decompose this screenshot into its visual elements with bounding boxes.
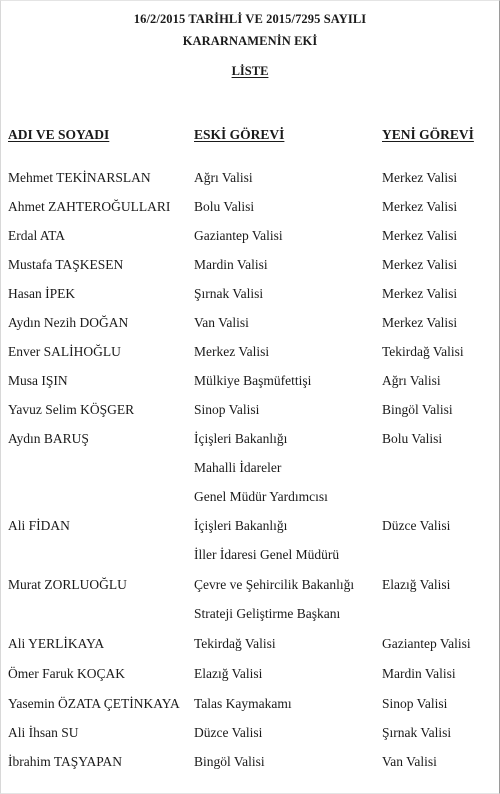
table-row: [0, 664, 500, 684]
old-position: Düzce Valisi: [194, 725, 263, 740]
new-position: Merkez Valisi: [382, 257, 458, 272]
old-position: Strateji Geliştirme Başkanı: [194, 606, 341, 621]
person-name: Yasemin ÖZATA ÇETİNKAYA: [8, 696, 180, 711]
table-row: [0, 197, 500, 217]
person-name: Ömer Faruk KOÇAK: [8, 666, 125, 681]
new-position: Sinop Valisi: [382, 696, 448, 711]
old-position: Tekirdağ Valisi: [194, 636, 276, 651]
table-row: [0, 752, 500, 772]
person-name: İbrahim TAŞYAPAN: [8, 754, 123, 769]
person-name: Mehmet TEKİNARSLAN: [8, 170, 151, 185]
table-row: [0, 313, 500, 333]
table-row: [0, 516, 500, 536]
old-position: İller İdaresi Genel Müdürü: [194, 547, 340, 562]
subtitle-text: LİSTE: [231, 64, 269, 78]
old-position: Van Valisi: [194, 315, 249, 330]
table-row: [0, 342, 500, 362]
old-position: Talas Kaymakamı: [194, 696, 292, 711]
table-row: [0, 575, 500, 595]
new-position: Merkez Valisi: [382, 286, 458, 301]
table-row: [0, 458, 500, 478]
old-position: Bingöl Valisi: [194, 754, 265, 769]
person-name: Aydın Nezih DOĞAN: [8, 315, 129, 330]
old-position: Mardin Valisi: [194, 257, 268, 272]
table-row: [0, 487, 500, 507]
new-position: Merkez Valisi: [382, 199, 458, 214]
table-row: [0, 634, 500, 654]
table-row: [0, 604, 500, 624]
person-name: Erdal ATA: [8, 228, 66, 243]
old-position: Gaziantep Valisi: [194, 228, 283, 243]
person-name: Hasan İPEK: [8, 286, 76, 301]
new-position: Bolu Valisi: [382, 431, 443, 446]
new-position: Elazığ Valisi: [382, 577, 451, 592]
new-position: Şırnak Valisi: [382, 725, 452, 740]
new-position: Ağrı Valisi: [382, 373, 441, 388]
document-title-line2: KARARNAMENİN EKİ: [182, 34, 318, 48]
new-position: Bingöl Valisi: [382, 402, 453, 417]
table-row: [0, 694, 500, 714]
new-position: Gaziantep Valisi: [382, 636, 471, 651]
old-position: Merkez Valisi: [194, 344, 270, 359]
table-row: [0, 723, 500, 743]
old-position: Bolu Valisi: [194, 199, 255, 214]
table-row: [0, 255, 500, 275]
person-name: Mustafa TAŞKESEN: [8, 257, 124, 272]
person-name: Murat ZORLUOĞLU: [8, 577, 127, 592]
table-row: [0, 226, 500, 246]
new-position: Tekirdağ Valisi: [382, 344, 464, 359]
table-row: [0, 429, 500, 449]
person-name: Yavuz Selim KÖŞGER: [8, 402, 135, 417]
table-row: [0, 168, 500, 188]
old-position: İçişleri Bakanlığı: [194, 518, 288, 533]
person-name: Ali İhsan SU: [8, 725, 79, 740]
table-row: [0, 371, 500, 391]
new-position: Mardin Valisi: [382, 666, 456, 681]
person-name: Ahmet ZAHTEROĞULLARI: [8, 199, 171, 214]
new-position: Merkez Valisi: [382, 315, 458, 330]
old-position: İçişleri Bakanlığı: [194, 431, 288, 446]
document-title-line1: 16/2/2015 TARİHLİ VE 2015/7295 SAYILI: [133, 12, 367, 26]
old-position: Elazığ Valisi: [194, 666, 263, 681]
old-position: Ağrı Valisi: [194, 170, 253, 185]
new-position: Merkez Valisi: [382, 228, 458, 243]
person-name: Enver SALİHOĞLU: [8, 344, 121, 359]
table-row: [0, 284, 500, 304]
column-header-name: ADI VE SOYADI: [8, 127, 110, 142]
new-position: Merkez Valisi: [382, 170, 458, 185]
new-position: Van Valisi: [382, 754, 437, 769]
column-header-new-position: YENİ GÖREVİ: [382, 127, 474, 142]
old-position: Sinop Valisi: [194, 402, 260, 417]
old-position: Mülkiye Başmüfettişi: [194, 373, 312, 388]
old-position: Çevre ve Şehircilik Bakanlığı: [194, 577, 355, 592]
person-name: Musa IŞIN: [8, 373, 68, 388]
old-position: Mahalli İdareler: [194, 460, 282, 475]
person-name: Aydın BARUŞ: [8, 431, 89, 446]
person-name: Ali FİDAN: [8, 518, 70, 533]
person-name: Ali YERLİKAYA: [8, 636, 105, 651]
table-row: [0, 545, 500, 565]
old-position: Genel Müdür Yardımcısı: [194, 489, 328, 504]
old-position: Şırnak Valisi: [194, 286, 264, 301]
new-position: Düzce Valisi: [382, 518, 451, 533]
column-header-old-position: ESKİ GÖREVİ: [194, 127, 285, 142]
table-row: [0, 400, 500, 420]
